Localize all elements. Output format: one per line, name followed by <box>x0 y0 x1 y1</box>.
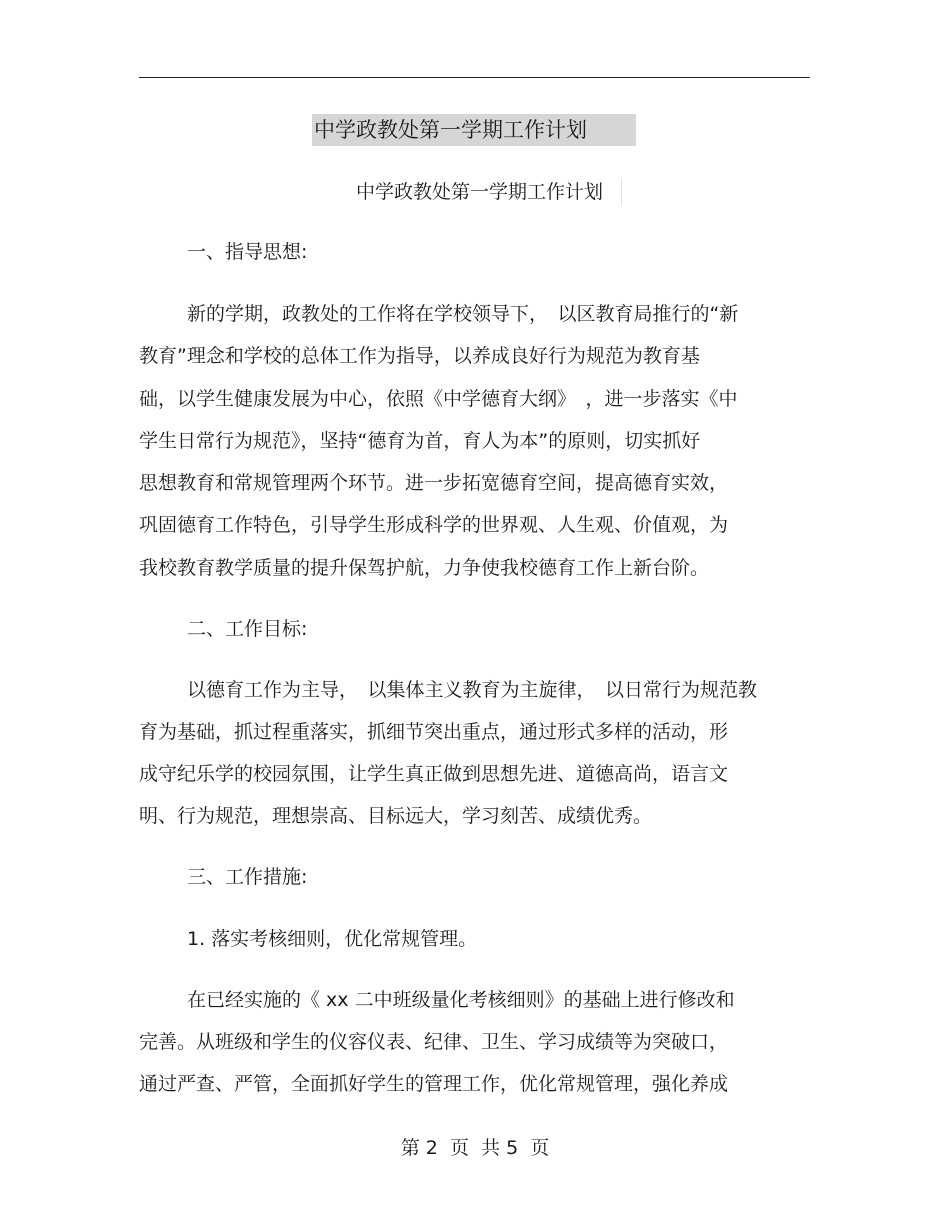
paragraph-line: 成守纪乐学的校园氛围，让学生真正做到思想先进、道德高尚，语言文 <box>139 763 729 785</box>
page-number: 第 2 页 共 5 页 <box>400 1137 550 1159</box>
paragraph-line: 明、行为规范，理想崇高、目标远大，学习刻苦、成绩优秀。 <box>139 805 653 827</box>
paragraph-line: 础，以学生健康发展为中心，依照《中学德育大纲》 ，进一步落实《中 <box>139 388 738 410</box>
paragraph-line: 以德育工作为主导， 以集体主义教育为主旋律， 以日常行为规范教 <box>187 679 758 701</box>
paragraph-line: 教育”理念和学校的总体工作为指导，以养成良好行为规范为教育基 <box>139 345 700 367</box>
header-title: 中学政教处第一学期工作计划 <box>312 114 636 146</box>
section-heading: 三、工作措施: <box>187 866 308 888</box>
paragraph-line: 完善。从班级和学生的仪容仪表、纪律、卫生、学习成绩等为突破口， <box>139 1031 729 1053</box>
paragraph-line: 新的学期，政教处的工作将在学校领导下， 以区教育局推行的“新 <box>187 303 739 325</box>
section-subheading: 1. 落实考核细则，优化常规管理。 <box>187 928 478 950</box>
document-title: 中学政教处第一学期工作计划 <box>356 178 622 206</box>
section-heading: 一、指导思想: <box>187 241 308 263</box>
paragraph-line: 通过严查、严管，全面抓好学生的管理工作，优化常规管理，强化养成 <box>139 1073 729 1095</box>
section-heading: 二、工作目标: <box>187 618 308 640</box>
paragraph-line: 在已经实施的《 xx 二中班级量化考核细则》的基础上进行修改和 <box>187 989 735 1011</box>
paragraph-line: 我校教育教学质量的提升保驾护航，力争使我校德育工作上新台阶。 <box>139 557 710 579</box>
paragraph-line: 育为基础，抓过程重落实，抓细节突出重点，通过形式多样的活动，形 <box>139 721 729 743</box>
paragraph-line: 巩固德育工作特色，引导学生形成科学的世界观、人生观、价值观，为 <box>139 514 729 536</box>
paragraph-line: 思想教育和常规管理两个环节。进一步拓宽德育空间，提高德育实效， <box>139 472 729 494</box>
paragraph-line: 学生日常行为规范》，坚持“德育为首，育人为本”的原则，切实抓好 <box>139 430 701 452</box>
header-rule <box>139 77 810 78</box>
